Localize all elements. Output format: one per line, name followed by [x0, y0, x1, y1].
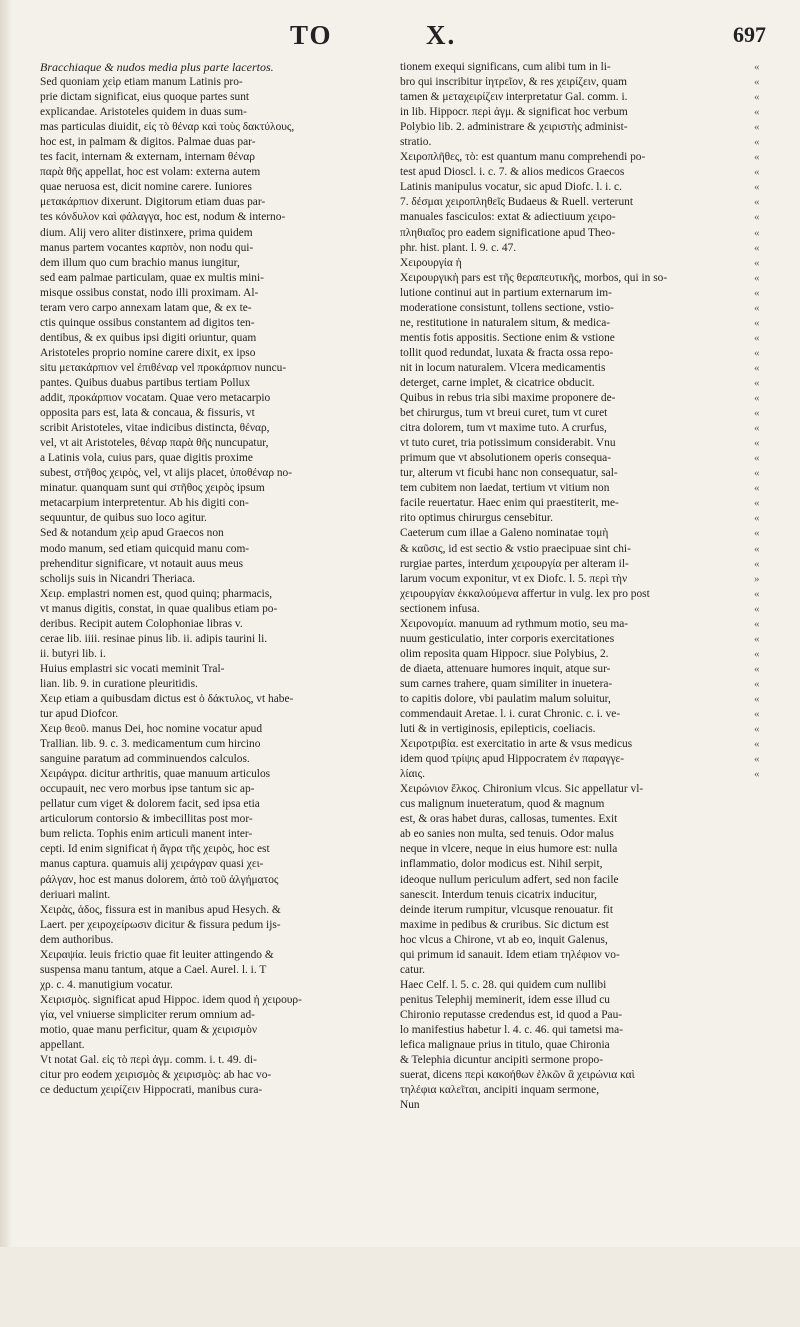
margin-mark: «: [754, 211, 760, 224]
text-line: cerae lib. iiii. resinae pinus lib. ii. adipis taurini li.: [40, 632, 268, 645]
text-line: tionem exequi significans, cum alibi tum in li-: [400, 61, 611, 73]
text-line: facile reuertatur. Haec enim qui praestiterit, me-: [400, 497, 619, 510]
text-line: commendauit Aretae. l. i. curat Chronic. c. i. ve-: [400, 708, 621, 721]
text-line: phr. hist. plant. l. 9. c. 47.: [400, 241, 517, 254]
text-line: bet chirurgus, tum vt breui curet, tum vt curet: [400, 407, 608, 420]
running-header: [40, 18, 772, 52]
text-line: nit in locum naturalem. Vlcera medicamentis: [400, 361, 606, 374]
margin-mark: «: [754, 422, 760, 435]
text-line: moderatione consistunt, tollens sectione, vstio-: [400, 301, 614, 314]
margin-mark: «: [754, 738, 760, 751]
margin-mark: «: [754, 301, 760, 314]
text-line: Χειρ etiam a quibusdam dictus est ὁ δάκτυλος, vt habe-: [40, 692, 294, 705]
text-line: Sed quoniam χεὶρ etiam manum Latinis pro-: [40, 76, 243, 89]
text-line: tes κόνδυλον καὶ φάλαγγα, hoc est, nodum & interno-: [40, 211, 286, 224]
text-line: ce deductum χειρίζειν Hippocrati, manibus cura-: [40, 1084, 263, 1097]
text-line: λίαις.: [400, 768, 425, 781]
text-line: pellatur cum viget & dolorem facit, sed ipsa etia: [40, 798, 260, 811]
text-line: Χειρὰς, ἀδος, fissura est in manibus apud Hesych. &: [40, 903, 281, 916]
text-line: Polybio lib. 2. administrare & χειριστὴς administ-: [400, 121, 628, 134]
margin-mark: «: [754, 527, 760, 540]
text-line: olim reposita quam Hippocr. siue Polybius, 2.: [400, 647, 609, 660]
text-line: dentibus, & ex quibus ipsi digiti oriuntur, quam: [40, 331, 257, 344]
left-column: [40, 60, 388, 1098]
margin-mark: «: [754, 602, 760, 615]
text-line: articulorum contorsio & imbecillitas post mor-: [40, 813, 253, 826]
margin-mark: «: [754, 241, 760, 254]
text-line: Χειρονομία. manuum ad rythmum motio, seu ma-: [400, 617, 629, 630]
margin-mark: «: [754, 331, 760, 344]
text-line: Χειραψία. leuis frictio quae fit leuiter attingendo &: [40, 948, 274, 961]
text-line: lo manifestius habetur l. 4. c. 46. qui tametsi ma-: [400, 1024, 624, 1036]
margin-quotation-marks: [754, 60, 784, 782]
text-line: rurgiae partes, interdum χειρουργία per alteram il-: [400, 557, 629, 570]
margin-mark: «: [754, 316, 760, 329]
text-line: deriuari malint.: [40, 888, 111, 901]
text-line: cepti. Id enim significat ἡ ἄγρα τῆς χειρὸς, hoc est: [40, 843, 270, 856]
text-line: lutione continui aut in partium externarum im-: [400, 286, 612, 299]
text-line: Χειρ. emplastri nomen est, quod quinq; pharmacis,: [40, 587, 273, 600]
text-line: vel, vt ait Aristoteles, θέναρ παρὰ θῆς nuncupatur,: [40, 437, 269, 450]
text-line: ctis quinque ossibus constantem ad digitos ten-: [40, 316, 255, 329]
text-line: Laert. per χειροχείρωσιν dicitur & fissura pedum ijs-: [40, 918, 281, 931]
text-line: Χειροτριβία. est exercitatio in arte & vsus medicus: [400, 738, 633, 751]
text-line: est, & oras habet duras, callosas, tumentes. Exit: [400, 813, 618, 826]
text-line: Χειρισμὸς. significat apud Hippoc. idem quod ἡ χειρουρ-: [40, 993, 302, 1006]
text-line: appellant.: [40, 1039, 85, 1052]
margin-mark: «: [754, 166, 760, 179]
text-line: vt manus digitis, constat, in quae qualibus etiam po-: [40, 602, 278, 615]
margin-mark: «: [754, 452, 760, 465]
text-line: μετακάρπιον dixerunt. Digitorum etiam duas par-: [40, 196, 266, 209]
margin-mark: «: [754, 361, 760, 374]
text-line: minatur. quanquam sunt qui στῆθος χειρὸς ipsum: [40, 482, 265, 495]
text-line: to capitis dolore, vbi paulatim malum soluitur,: [400, 692, 611, 705]
text-line: citur pro eodem χειρισμὸς & χειρισμὸς: ab hac vo-: [40, 1069, 272, 1082]
margin-mark: «: [754, 437, 760, 450]
text-line: Aristoteles proprio nomine carere dixit, ex ipso: [40, 346, 256, 359]
margin-mark: «: [754, 256, 760, 269]
text-line: dem illum quo cum brachio manus iungitur,: [40, 256, 240, 269]
text-line: tamen & μεταχειρίζειν interpretatur Gal. comm. i.: [400, 91, 628, 104]
margin-mark: «: [754, 196, 760, 209]
margin-mark: «: [754, 121, 760, 134]
text-line: sanguine paratum ad comminuendos calculos.: [40, 753, 250, 766]
text-line: Quibus in rebus tria sibi maxime proponere de-: [400, 392, 616, 405]
text-line: de diaeta, attenuare humores inquit, atque sur-: [400, 662, 611, 675]
text-line: 7. δέσμαι χειροπληθεῖς Budaeus & Ruell. verterunt: [400, 196, 634, 209]
margin-mark: «: [754, 512, 760, 525]
text-line: maxime in pedibus & cruribus. Sic dictum est: [400, 918, 609, 931]
text-line: motio, quae manu perficitur, quam & χειρισμὸν: [40, 1024, 258, 1036]
margin-mark: «: [754, 271, 760, 284]
margin-mark: «: [754, 482, 760, 495]
text-line: sequuntur, de quibus suo loco agitur.: [40, 512, 207, 525]
text-line: scholijs suis in Nicandri Theriaca.: [40, 572, 196, 585]
margin-mark: «: [754, 407, 760, 420]
text-line: tur apud Diofcor.: [40, 708, 119, 721]
text-line: suerat, dicens περὶ κακοήθων ἑλκῶν ἃ χειρώνια καὶ: [400, 1069, 635, 1082]
text-line: Sed & notandum χεὶρ apud Graecos non: [40, 527, 224, 540]
text-line: inflammatio, dolor modicus est. Nihil serpit,: [400, 858, 603, 871]
header-right: X.: [426, 20, 457, 50]
text-line: occupauit, nec vero morbus ipse tantum sic ap-: [40, 783, 255, 796]
text-line: & καῦσις, id est sectio & vstio praecipuae sint chi-: [400, 542, 631, 555]
text-line: manuales fasciculos: extat & adiectiuum χειρο-: [400, 211, 616, 224]
text-line: deinde iterum rumpitur, vlcusque renouatur. fit: [400, 903, 614, 916]
page-number: 697: [733, 22, 766, 47]
text-line: τηλέφια καλεῖται, ancipiti inquam sermone,: [400, 1084, 600, 1097]
text-line: a Latinis vola, cuius pars, quae digitis proxime: [40, 452, 253, 465]
margin-mark: «: [754, 753, 760, 766]
text-line: Haec Celf. l. 5. c. 28. qui quidem cum nullibi: [400, 978, 607, 991]
text-line: prehenditur significare, vt notauit auus meus: [40, 557, 244, 570]
text-line: nuum gesticulatio, inter corporis exercitationes: [400, 632, 615, 645]
text-line: larum vocum exponitur, vt ex Diofc. l. 5. περὶ τὴν: [400, 572, 628, 585]
text-line: Caeterum cum illae a Galeno nominatae τομὴ: [400, 527, 609, 540]
text-line: misque ossibus constat, nodo illi proximam. Al-: [40, 286, 259, 299]
text-line: Χειρουργικὴ pars est τῆς θεραπευτικῆς, morbos, qui in so-: [400, 271, 668, 284]
text-line: Χειρουργία ἡ: [400, 256, 462, 269]
text-line: neque in vlcere, neque in eius humore est: nulla: [400, 843, 618, 856]
text-line: teram vero carpo annexam latam que, & ex te-: [40, 301, 252, 314]
page-edge: [0, 0, 12, 1327]
text-line: hoc est, in palmam & digitos. Palmae duas par-: [40, 136, 256, 149]
text-line: Nun: [400, 1099, 420, 1112]
text-line: Huius emplastri sic vocati meminit Tral-: [40, 662, 225, 675]
text-line: quae neruosa est, dicit nomine carere. Iuniores: [40, 181, 252, 194]
bottom-margin: [0, 1247, 800, 1327]
margin-mark: «: [754, 542, 760, 555]
text-line: sum carnes trahere, quam similiter in inuetera-: [400, 677, 613, 690]
text-line: situ μετακάρπιον vel ἐπιθέναρ vel προκάρπιον nuncu-: [40, 361, 287, 374]
text-line: Latinis manipulus vocatur, sic apud Diofc. l. i. c.: [400, 181, 622, 194]
text-line: bro qui inscribitur ἰητρεῖον, & res χειρίζειν, quam: [400, 76, 627, 89]
text-line: Χειρ θεοῦ. manus Dei, hoc nomine vocatur apud: [40, 723, 263, 736]
text-line: rito optimus chirurgus censebitur.: [400, 512, 553, 525]
margin-mark: «: [754, 106, 760, 119]
margin-mark: «: [754, 181, 760, 194]
text-line: Chironio reputasse credendus est, id quod a Pau-: [400, 1008, 623, 1021]
text-line: cus malignum inueteratum, quod & magnum: [400, 798, 605, 811]
margin-mark: «: [754, 647, 760, 660]
text-line: opposita pars est, lata & concaua, & fissuris, vt: [40, 407, 255, 420]
text-line: deterget, carne implet, & cicatrice obducit.: [400, 376, 595, 389]
text-line: explicandae. Aristoteles quidem in duas sum-: [40, 106, 247, 119]
text-line: idem quod τρίψις apud Hippocratem ἐν παραγγε-: [400, 753, 625, 766]
margin-mark: «: [754, 708, 760, 721]
margin-mark: «: [754, 497, 760, 510]
text-line: sectionem infusa.: [400, 602, 480, 615]
margin-mark: «: [754, 91, 760, 104]
text-line: dem authoribus.: [40, 933, 114, 946]
text-line: παρὰ θῆς appellat, hoc est volam: externa autem: [40, 166, 261, 179]
margin-mark: «: [754, 662, 760, 675]
text-line: γία, vel vniuerse simpliciter rerum omnium ad-: [40, 1008, 255, 1021]
text-line: lian. lib. 9. in curatione pleuritidis.: [40, 677, 198, 690]
margin-mark: «: [754, 392, 760, 405]
text-line: modo manum, sed etiam quicquid manu com-: [40, 542, 250, 555]
text-line: qui primum id sanauit. Idem etiam τηλέφιον vo-: [400, 948, 620, 961]
text-line: χρ. c. 4. manutigium vocatur.: [40, 978, 173, 991]
text-line: sed eam palmae particulam, quae ex multis mini-: [40, 271, 264, 284]
margin-mark: «: [754, 286, 760, 299]
text-line: sanescit. Interdum tenuis cicatrix inducitur,: [400, 888, 597, 901]
text-line: subest, στῆθος χειρὸς, vel, vt alijs placet, ὑποθέναρ no-: [40, 467, 293, 480]
margin-mark: «: [754, 768, 760, 781]
text-line: pantes. Quibus duabus partibus tertiam Pollux: [40, 376, 251, 389]
margin-mark: «: [754, 136, 760, 149]
header-left: TO: [290, 20, 333, 50]
text-line: dium. Alij vero aliter distinxere, prima quidem: [40, 226, 253, 239]
text-line: manus captura. quamuis alij χειράγραν quasi χει-: [40, 858, 264, 871]
margin-mark: «: [754, 617, 760, 630]
text-line: stratio.: [400, 136, 432, 149]
text-line: tur, alterum vt ficubi hanc non consequatur, sal-: [400, 467, 618, 480]
margin-mark: «: [754, 61, 760, 73]
text-line: penitus Telephij meminerit, idem esse illud cu: [400, 993, 610, 1006]
text-line: Bracchiaque & nudos media plus parte lacertos.: [40, 60, 274, 74]
text-line: hoc vlcus a Chirone, vt ab eo, inquit Galenus,: [400, 933, 608, 946]
text-line: χειρουργίαν ἐκκαλούμενα affertur in vulg. lex pro post: [400, 587, 650, 600]
text-line: metacarpium interpretentur. Ab his digiti con-: [40, 497, 249, 510]
margin-mark: «: [754, 226, 760, 239]
text-line: ne, restitutione in naturalem situm, & medica-: [400, 316, 611, 329]
text-line: bum relicta. Tophis enim articuli manent inter-: [40, 828, 253, 841]
margin-mark: «: [754, 557, 760, 570]
text-line: vt tuto curet, tria potissimum considerabit. Vnu: [400, 437, 616, 450]
text-line: suspensa manu tantum, atque a Cael. Aurel. l. i. T: [40, 963, 267, 976]
margin-mark: «: [754, 677, 760, 690]
text-line: ideoque nullum periculum adfert, sed non facile: [400, 873, 619, 886]
text-line: luti & in vertiginosis, epilepticis, coeliacis.: [400, 723, 596, 736]
text-line: deribus. Recipit autem Colophoniae libras v.: [40, 617, 243, 630]
text-line: citra dolorem, tum vt maxime tuto. A crurfus,: [400, 422, 607, 435]
margin-mark: «: [754, 692, 760, 705]
text-line: mentis fotis appositis. Sectione enim & vstione: [400, 331, 615, 344]
text-line: Χειροπλῆθες, τὸ: est quantum manu comprehendi po-: [400, 151, 646, 164]
text-line: lefica malignaue prius in titulo, quae Chironia: [400, 1039, 610, 1052]
text-line: manus partem vocantes καρπὸν, non nodu qui-: [40, 241, 254, 254]
text-line: in lib. Hippocr. περὶ ἀγμ. & significat hoc verbum: [400, 106, 628, 119]
margin-mark: «: [754, 346, 760, 359]
text-line: tes facit, internam & externam, internam θέναρ: [40, 151, 255, 164]
text-line: primum que vt absolutionem operis consequa-: [400, 452, 611, 465]
margin-mark: «: [754, 723, 760, 736]
text-line: ii. butyri lib. i.: [40, 647, 106, 660]
text-line: catur.: [400, 963, 425, 976]
text-line: scribit Aristoteles, vitae indicibus distincta, θέναρ,: [40, 422, 270, 435]
text-line: ράλγαν, hoc est manus dolorem, ἀπὸ τοῦ ἀλγήματος: [40, 873, 279, 886]
text-line: tem cubitem non laedat, tertium vt vitium non: [400, 482, 610, 495]
text-line: Χειρώνιον ἕλκος. Chironium vlcus. Sic appellatur vl-: [400, 783, 644, 796]
text-line: Vt notat Gal. εἰς τὸ περὶ ἀγμ. comm. i. t. 49. di-: [40, 1054, 257, 1067]
margin-mark: «: [754, 587, 760, 600]
margin-mark: «: [754, 76, 760, 89]
margin-mark: »: [754, 572, 760, 585]
margin-mark: «: [754, 632, 760, 645]
text-line: Χειράγρα. dicitur arthritis, quae manuum articulos: [40, 768, 271, 781]
margin-mark: «: [754, 151, 760, 164]
text-line: mas particulas diuidit, εἰς τὸ θέναρ καὶ τοὺς δακτύλους,: [40, 121, 295, 134]
text-line: Trallian. lib. 9. c. 3. medicamentum cum hircino: [40, 738, 261, 751]
margin-mark: «: [754, 376, 760, 389]
text-line: test apud Dioscl. i. c. 7. & alios medicos Graecos: [400, 166, 625, 179]
text-line: tollit quod redundat, luxata & fracta ossa repo-: [400, 346, 614, 359]
text-line: ab eo sanies non multa, sed tenuis. Odor malus: [400, 828, 614, 841]
margin-mark: «: [754, 467, 760, 480]
right-column: [400, 60, 752, 1113]
text-line: prie dictam significat, eius quoque partes sunt: [40, 91, 250, 104]
text-line: addit, προκάρπιον vocatam. Quae vero metacarpio: [40, 392, 271, 405]
text-line: & Telephia dicuntur ancipiti sermone propo-: [400, 1054, 604, 1067]
text-line: πληθιαῖος pro eadem significatione apud Theo-: [400, 226, 616, 239]
